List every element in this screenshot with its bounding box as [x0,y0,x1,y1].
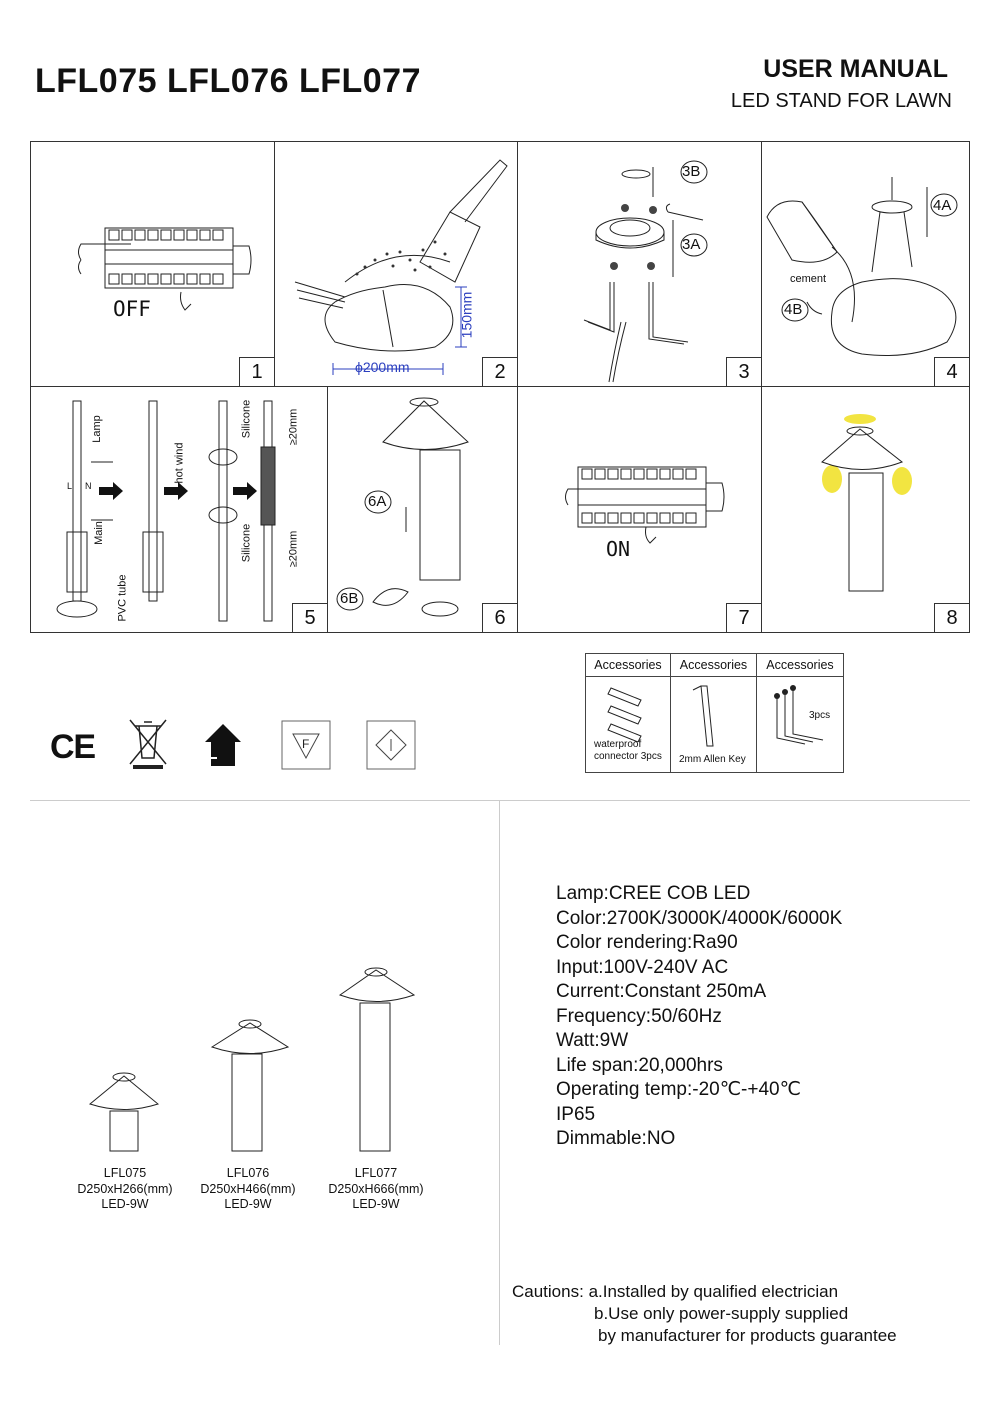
step-number: 8 [934,603,969,632]
product-name: LED STAND FOR LAWN [730,90,952,112]
model-name: LFL076 [226,1166,270,1180]
model-name: LFL075 [103,1166,147,1180]
cautions-label: Cautions: [512,1282,584,1301]
off-label: OFF [113,297,151,321]
accessory-connector [586,654,671,772]
callout-3b: 3B [682,163,701,180]
model-size: D250xH266(mm) [77,1181,173,1196]
step-6-panel [327,386,518,633]
silicone-top-label: Silicone [240,399,253,439]
silicone-bottom-label: Silicone [240,523,253,563]
model-size: D250xH466(mm) [200,1181,296,1196]
models-title: LFL075 LFL076 LFL077 [35,62,421,100]
model-size: D250xH666(mm) [328,1181,424,1196]
step-number: 5 [292,603,327,632]
wiring-connection-illustration [31,387,328,633]
model-lfl076 [188,1166,308,1213]
step-8-panel [761,386,970,633]
ip-mark-icon [366,720,418,772]
spec-dimmable: Dimmable:NO [556,1128,676,1149]
anchor-screw-icon [757,682,843,762]
step-number: 2 [482,357,517,386]
accessory-caption: waterproof connector 3pcs [594,739,662,762]
model-power: LED-9W [101,1197,149,1211]
base-assembly-illustration [518,142,762,387]
caution-line: by manufacturer for products guarantee [598,1326,897,1345]
spec-lamp: Lamp:CREE COB LED [556,883,751,904]
lamp-label: Lamp [90,415,103,443]
gap-top-label: ≥20mm [287,408,300,446]
accessory-header: Accessories [671,654,756,677]
waterproof-connector-icon [586,682,671,742]
step-2-panel [274,141,518,387]
model-lfl075 [65,1166,185,1213]
accessories-table [585,653,844,773]
caution-line: b.Use only power-supply supplied [594,1304,849,1323]
step-number: 7 [726,603,761,632]
spec-list [556,882,842,1152]
allen-key-icon [671,682,757,752]
lamp-lit-illustration [762,387,970,633]
spec-watt: Watt:9W [556,1030,629,1051]
accessory-header: Accessories [586,654,670,677]
step-number: 3 [726,357,761,386]
spec-color: Color:2700K/3000K/4000K/6000K [556,907,843,929]
accessory-allen-key [671,654,757,772]
step-7-panel [517,386,762,633]
pouring-cement-illustration [762,142,970,387]
spec-frequency: Frequency:50/60Hz [556,1005,722,1027]
accessory-screws [757,654,843,772]
step-number: 1 [239,357,274,386]
callout-3a: 3A [682,236,701,253]
model-power: LED-9W [224,1197,272,1211]
model-name: LFL077 [354,1166,398,1180]
model-size-comparison [60,960,460,1160]
pvc-tube-label: PVC tube [116,574,129,622]
step-1-panel [30,141,275,387]
live-label: L [67,481,73,491]
step-5-panel [30,386,328,633]
accessory-caption: 3pcs [809,710,831,721]
callout-4b: 4B [784,301,803,318]
spec-current: Current:Constant 250mA [556,981,767,1002]
section-divider [30,800,970,801]
step-4-panel [761,141,970,387]
spec-input: Input:100V-240V AC [556,956,729,978]
on-label: ON [606,537,631,561]
f-mark-icon [281,720,333,772]
caution-line: a.Installed by qualified electrician [588,1282,839,1301]
cautions [512,1281,897,1347]
hot-wind-label: hot wind [173,442,186,484]
model-power: LED-9W [352,1197,400,1211]
step-3-panel [517,141,762,387]
accessory-caption: 2mm Allen Key [679,754,746,765]
spec-color-rendering: Color rendering:Ra90 [556,932,738,953]
step-number: 4 [934,357,969,386]
terminal-block-off-illustration [31,142,275,387]
digging-hole-illustration [275,142,518,387]
step-number: 6 [482,603,517,632]
accessory-header: Accessories [757,654,843,677]
cement-label: cement [790,273,827,285]
svg-text:F: F [302,737,310,751]
depth-dimension: 150mm [458,291,475,339]
callout-4a: 4A [933,197,952,214]
spec-life-span: Life span:20,000hrs [556,1054,723,1076]
spec-operating-temp: Operating temp:-20℃-+40℃ [556,1079,801,1100]
class-III-icon [197,718,249,770]
spec-ip-rating: IP65 [556,1103,596,1125]
neutral-label: N [85,481,92,491]
model-lfl077 [316,1166,436,1213]
weee-bin-icon [125,714,171,770]
callout-6b: 6B [340,590,359,607]
column-divider [499,800,500,1345]
terminal-block-on-illustration [518,387,762,633]
manual-title: USER MANUAL [763,55,948,83]
diameter-dimension: ϕ200mm [355,359,410,375]
main-label: Main [92,521,105,545]
gap-bottom-label: ≥20mm [287,530,300,568]
callout-6a: 6A [368,493,387,510]
ce-mark-icon: C E [50,728,95,766]
